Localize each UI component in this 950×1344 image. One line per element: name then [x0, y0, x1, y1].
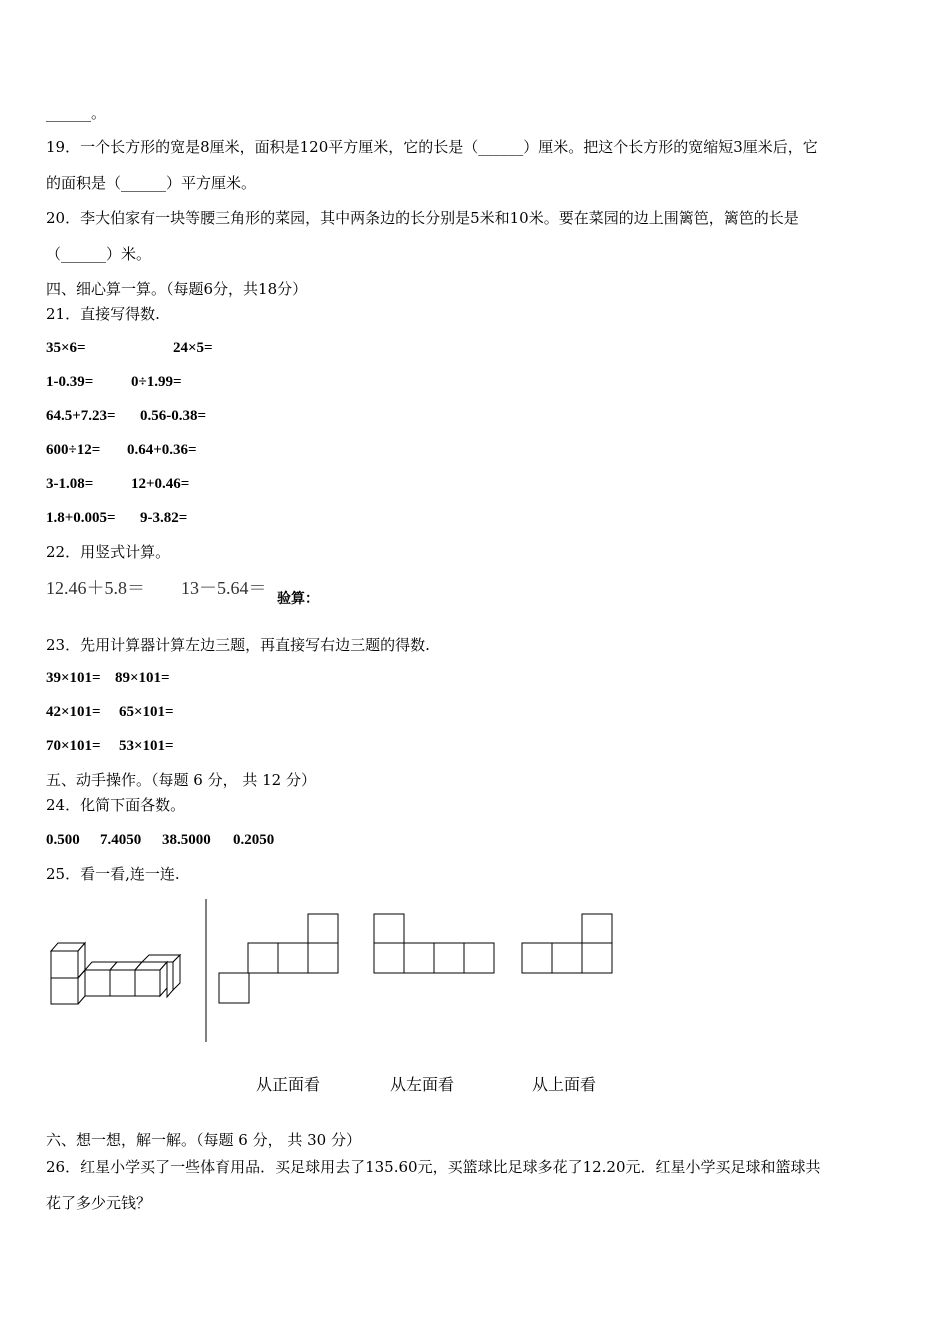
q23-row-1-right: 89×101= [115, 670, 170, 686]
question-23-title: 23．先用计算器计算左边三题，再直接写右边三题的得数. [46, 636, 430, 654]
question-26-line-2: 花了多少元钱？ [46, 1194, 152, 1212]
section-5-heading: 五、动手操作。（每题 6 分， 共 12 分） [46, 771, 316, 789]
q23-row-2-left: 42×101= [46, 704, 101, 720]
question-26-line-1: 26．红星小学买了一些体育用品．买足球用去了135.60元，买篮球比足球多花了12.20元．红星小学买足球和篮球共 [46, 1158, 821, 1176]
q24-number-2: 7.4050 [100, 832, 142, 848]
q21-row-4-left: 600÷12= [46, 442, 101, 458]
q22-expression-1: 12.46＋5.8＝ [46, 578, 145, 598]
q21-row-5-right: 12+0.46= [131, 476, 190, 492]
q24-number-4: 0.2050 [233, 832, 275, 848]
q22-expression-2: 13－5.64＝ [181, 578, 267, 598]
question-19-line-1: 19．一个长方形的宽是8厘米，面积是120平方厘米，它的长是（______）厘米。把这个长方形的宽缩短3厘米后，它 [46, 138, 818, 156]
question-20-line-1: 20．李大伯家有一块等腰三角形的菜园，其中两条边的长分别是5米和10米。要在菜园的边上围篱笆，篱笆的长是 [46, 209, 799, 227]
isometric-cube-figure [51, 943, 180, 1004]
question-20-line-2: （______）米。 [46, 245, 152, 263]
section-4-heading: 四、细心算一算。（每题6分，共18分） [46, 280, 308, 298]
question-21-title: 21．直接写得数. [46, 305, 160, 323]
q23-row-1-left: 39×101= [46, 670, 101, 686]
q21-row-2-right: 0÷1.99= [131, 374, 182, 390]
q21-row-3-right: 0.56-0.38= [140, 408, 207, 424]
q22-check-label: 验算： [277, 591, 319, 607]
q21-row-6-left: 1.8+0.005= [46, 510, 116, 526]
view-shape-c [522, 914, 612, 973]
q21-row-5-left: 3-1.08= [46, 476, 94, 492]
view-label-front: 从正面看 [256, 1075, 321, 1094]
q21-row-4-right: 0.64+0.36= [127, 442, 197, 458]
q23-row-2-right: 65×101= [119, 704, 174, 720]
q21-row-1-left: 35×6= [46, 340, 86, 356]
question-24-title: 24．化简下面各数。 [46, 796, 186, 814]
blank-answer-line: ______。 [46, 104, 107, 122]
q21-row-3-left: 64.5+7.23= [46, 408, 116, 424]
question-25-title: 25．看一看,连一连. [46, 865, 180, 883]
q23-row-3-left: 70×101= [46, 738, 101, 754]
q21-row-2-left: 1-0.39= [46, 374, 94, 390]
view-shape-a [219, 914, 338, 1003]
question-22-title: 22．用竖式计算。 [46, 543, 171, 561]
q24-number-1: 0.500 [46, 832, 80, 848]
section-6-heading: 六、想一想，解一解。（每题 6 分， 共 30 分） [46, 1131, 361, 1149]
question-19-line-2: 的面积是（______）平方厘米。 [46, 174, 257, 192]
view-shape-b [374, 914, 494, 973]
q21-row-6-right: 9-3.82= [140, 510, 188, 526]
q21-row-1-right: 24×5= [173, 340, 213, 356]
q24-number-3: 38.5000 [162, 832, 211, 848]
view-label-left: 从左面看 [390, 1075, 455, 1094]
view-label-top: 从上面看 [532, 1075, 597, 1094]
q23-row-3-right: 53×101= [119, 738, 174, 754]
